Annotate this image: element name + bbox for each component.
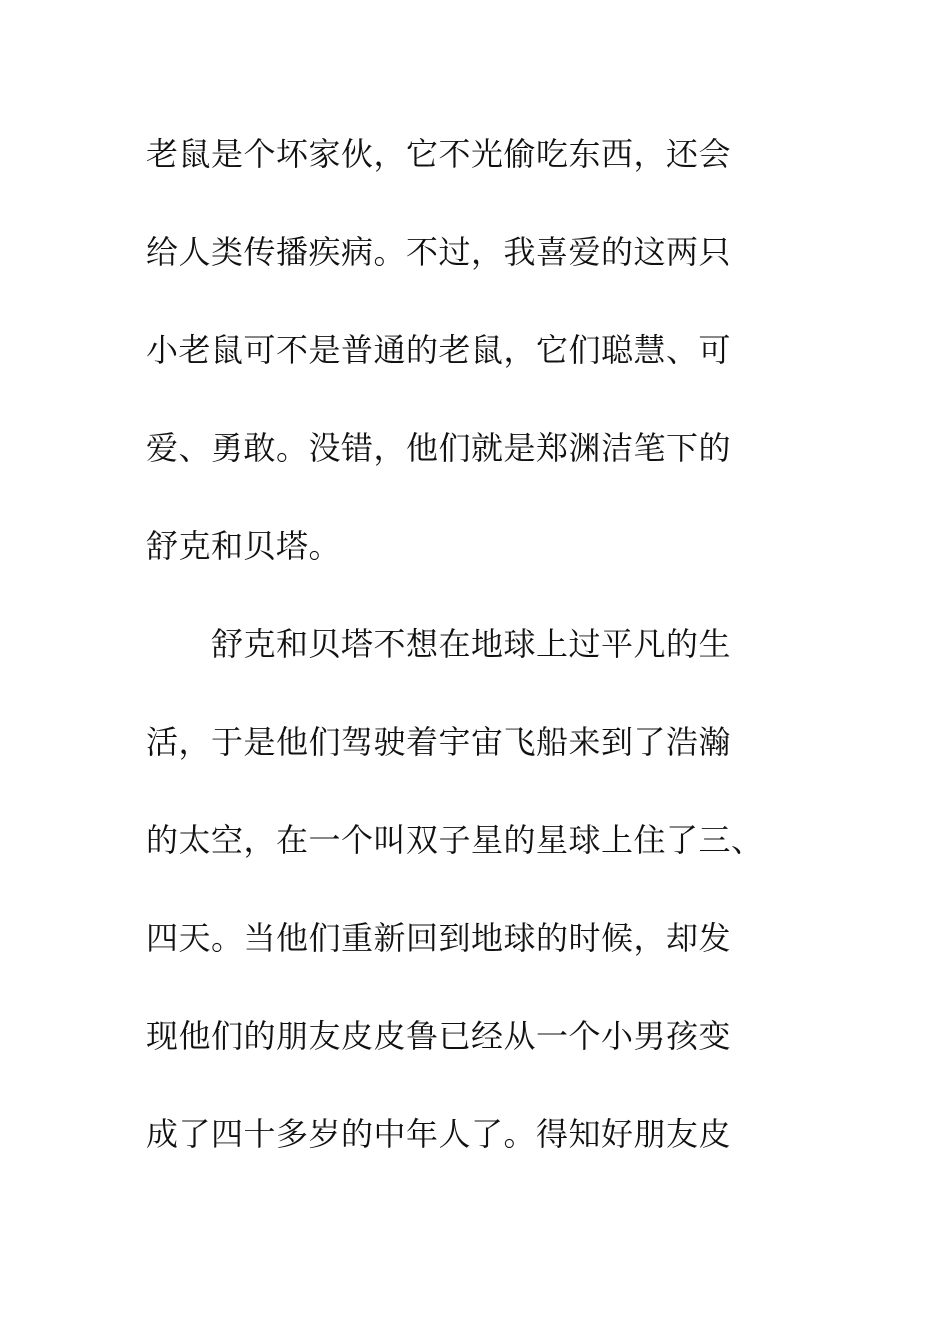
text-line: 舒克和贝塔。 [146,527,342,565]
text-line: 四天。当他们重新回到地球的时候，却发 [146,919,732,957]
text-line: 给人类传播疾病。不过，我喜爱的这两只 [146,233,732,271]
text-line: 老鼠是个坏家伙，它不光偷吃东西，还会 [146,135,732,173]
body-text [146,124,826,1202]
text-line: 现他们的朋友皮皮鲁已经从一个小男孩变 [146,1017,732,1055]
text-line: 小老鼠可不是普通的老鼠，它们聪慧、可 [146,331,732,369]
text-line: 活，于是他们驾驶着宇宙飞船来到了浩瀚 [146,723,732,761]
text-line: 成了四十多岁的中年人了。得知好朋友皮 [146,1115,732,1153]
text-line: 的太空，在一个叫双子星的星球上住了三、 [146,821,764,859]
text-line: 爱、勇敢。没错，他们就是郑渊洁笔下的 [146,429,732,467]
text-line: 舒克和贝塔不想在地球上过平凡的生 [146,625,732,663]
